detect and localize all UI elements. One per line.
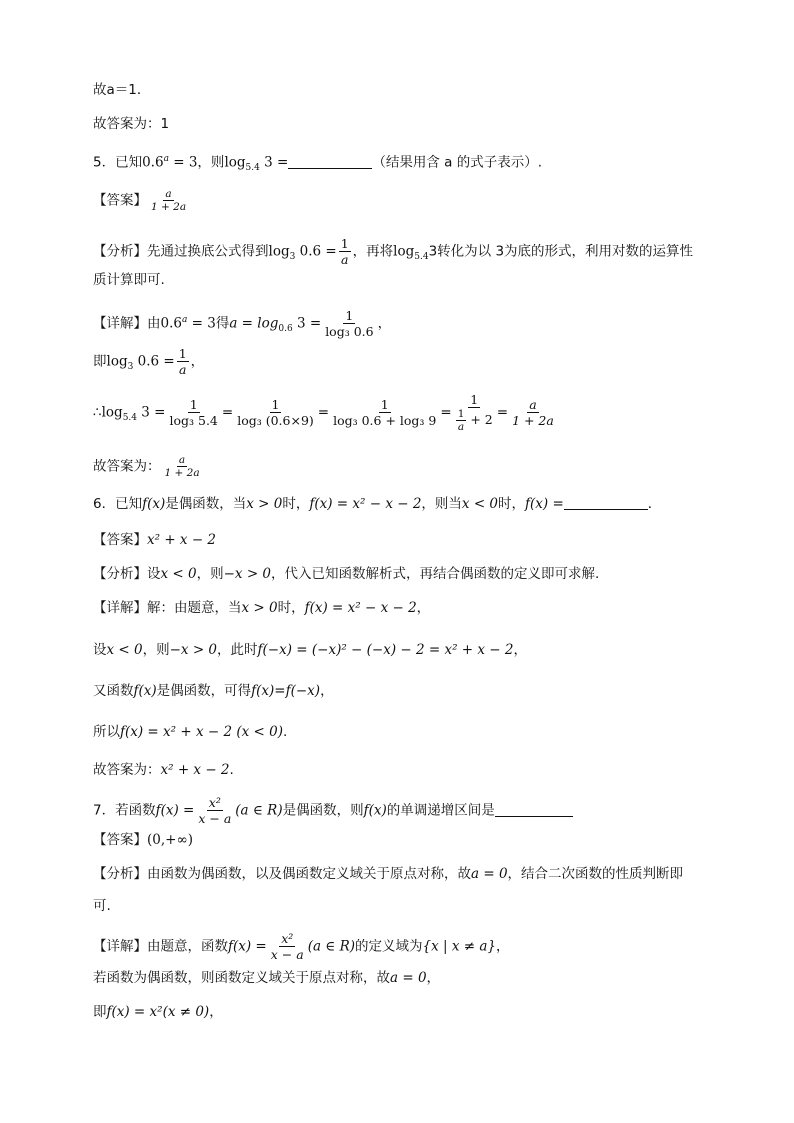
detail-7-step: 若函数为偶函数，则函数定义域关于原点对称，故a = 0，	[93, 970, 441, 986]
detail-6: 【详解】解：由题意，当x > 0时，f(x) = x² − x − 2，	[93, 600, 431, 616]
answer-blank[interactable]	[288, 167, 372, 169]
answer-blank[interactable]	[564, 508, 648, 510]
detail-7: 【详解】由题意，函数f(x) = $\frac{\text{x²}}{x - a}$ (a ∈ R)的定义域为{x | x ≠ a}，	[93, 931, 510, 962]
question-5: 5．已知0.6$^a$ = 3，则$\log_{5.4} 3$ = （结果用含 a 的式子表示）.	[93, 154, 542, 174]
text-line: 质计算即可.	[93, 272, 165, 288]
question-7: 7．若函数f(x) = $\frac{\text{x²}}{x - a}$ (a ∈ R)是偶函数，则f(x)的单调递增区间是	[93, 795, 573, 826]
detail-5-answer: 故答案为： $\frac{a}{1 + 2a}$	[93, 454, 200, 479]
answer-5: 【答案】 $\frac{a}{1 + 2a}$	[93, 188, 187, 213]
analysis-5: 【分析】先通过换底公式得到$\log_3 0.6$ = $\frac{1}{a}$ ，再将$\log_{5.4}3$转化为以 3为底的形式，利用对数的运算性	[93, 236, 694, 267]
analysis-6: 【分析】设x < 0，则−x > 0，代入已知函数解析式，再结合偶函数的定义即可求解.	[93, 566, 600, 582]
text-line: 可.	[93, 898, 111, 914]
detail-6-step: 设x < 0，则−x > 0，此时f(−x) = (−x)² − (−x) − 2 = x² + x − 2，	[93, 642, 527, 658]
detail-7-step: 即f(x) = x²(x ≠ 0)，	[93, 1004, 223, 1020]
question-6: 6．已知f(x)是偶函数，当x > 0时，f(x) = x² − x − 2，则当x < 0时，f(x) = ．	[93, 496, 662, 512]
detail-5-chain: $\therefore\log_{5.4}$ 3 = $\frac{1}{\text{log₃ 5.4}}$ = $\frac{1}{\text{log₃ (0.6×9)}}$ = $\frac{1}{\text{log₃ 0.6 + log₃ 9}}$ = 1 $\frac{1}{a}$ + 2 = $\frac{a}{1 + 2a}$	[93, 392, 554, 433]
answer-7: 【答案】(0,+∞)	[93, 832, 193, 848]
analysis-7: 【分析】由函数为偶函数，以及偶函数定义域关于原点对称，故a = 0，结合二次函数的性质判断即	[93, 866, 684, 882]
answer-blank[interactable]	[495, 815, 573, 817]
detail-5-step: 即$\log_3 0.6$ = $\frac{1}{a}$ ，	[93, 346, 205, 377]
answer-6: 【答案】x² + x − 2	[93, 532, 217, 548]
detail-6-answer: 故答案为：x² + x − 2.	[93, 762, 234, 778]
detail-6-step: 所以f(x) = x² + x − 2 (x < 0).	[93, 724, 288, 740]
text-line: 故答案为：1	[93, 116, 170, 132]
detail-6-step: 又函数f(x)是偶函数，可得f(x)=f(−x)，	[93, 683, 334, 699]
detail-5: 【详解】由0.6$^a$ = 3得$a = \log_{0.6} 3$ = $\frac{1}{\text{log₃ 0.6}}$ ，	[93, 308, 392, 339]
text-line: 故a＝1．	[93, 82, 151, 98]
